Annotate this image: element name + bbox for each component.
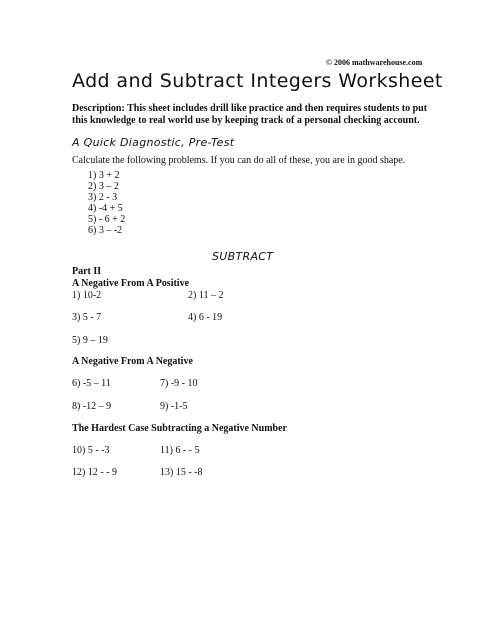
problem-item: 12) 12 - - 9	[72, 467, 117, 478]
problem-item: 8) -12 – 9	[72, 401, 112, 412]
problem-item: 3) 2 - 3	[88, 192, 118, 203]
problem-item: 4) 6 - 19	[188, 312, 223, 323]
diagnostic-problem-list	[88, 170, 125, 236]
problem-item: 11) 6 - - 5	[160, 445, 200, 456]
subsection-heading-negative-from-negative: A Negative From A Negative	[72, 356, 193, 367]
problem-item: 2) 11 – 2	[188, 290, 224, 301]
part-2-label: Part II	[72, 266, 102, 277]
problem-item: 6) -5 – 11	[72, 378, 111, 389]
description-line-1: Description: This sheet includes drill like practice and then requires students to put	[72, 103, 428, 114]
problem-item: 9) -1-5	[160, 401, 188, 412]
problem-item: 1) 3 + 2	[88, 170, 120, 181]
copyright-notice: © 2006 mathwarehouse.com	[326, 58, 423, 67]
subsection-heading-negative-from-positive: A Negative From A Positive	[72, 278, 190, 289]
section-heading-diagnostic: A Quick Diagnostic, Pre-Test	[72, 136, 235, 149]
problem-item: 7) -9 - 10	[160, 378, 198, 389]
subsection-heading-hardest-case: The Hardest Case Subtracting a Negative Number	[72, 423, 287, 434]
description-line-2: this knowledge to real world use by keeping track of a personal checking account.	[72, 115, 420, 126]
problem-item: 13) 15 - -8	[160, 467, 203, 478]
problem-item: 3) 5 - 7	[72, 312, 102, 323]
problem-item: 10) 5 - -3	[72, 445, 110, 456]
problem-item: 1) 10-2	[72, 290, 102, 301]
problem-item: 5) 9 – 19	[72, 335, 108, 346]
subtract-heading: SUBTRACT	[212, 250, 274, 263]
problem-item: 2) 3 – 2	[88, 181, 119, 192]
problem-item: 4) -4 + 5	[88, 203, 123, 214]
worksheet-title: Add and Subtract Integers Worksheet	[72, 70, 443, 92]
problem-item: 5) - 6 + 2	[88, 214, 126, 225]
problem-item: 6) 3 – -2	[88, 225, 123, 236]
diagnostic-instruction: Calculate the following problems. If you can do all of these, you are in good shape.	[72, 155, 406, 166]
